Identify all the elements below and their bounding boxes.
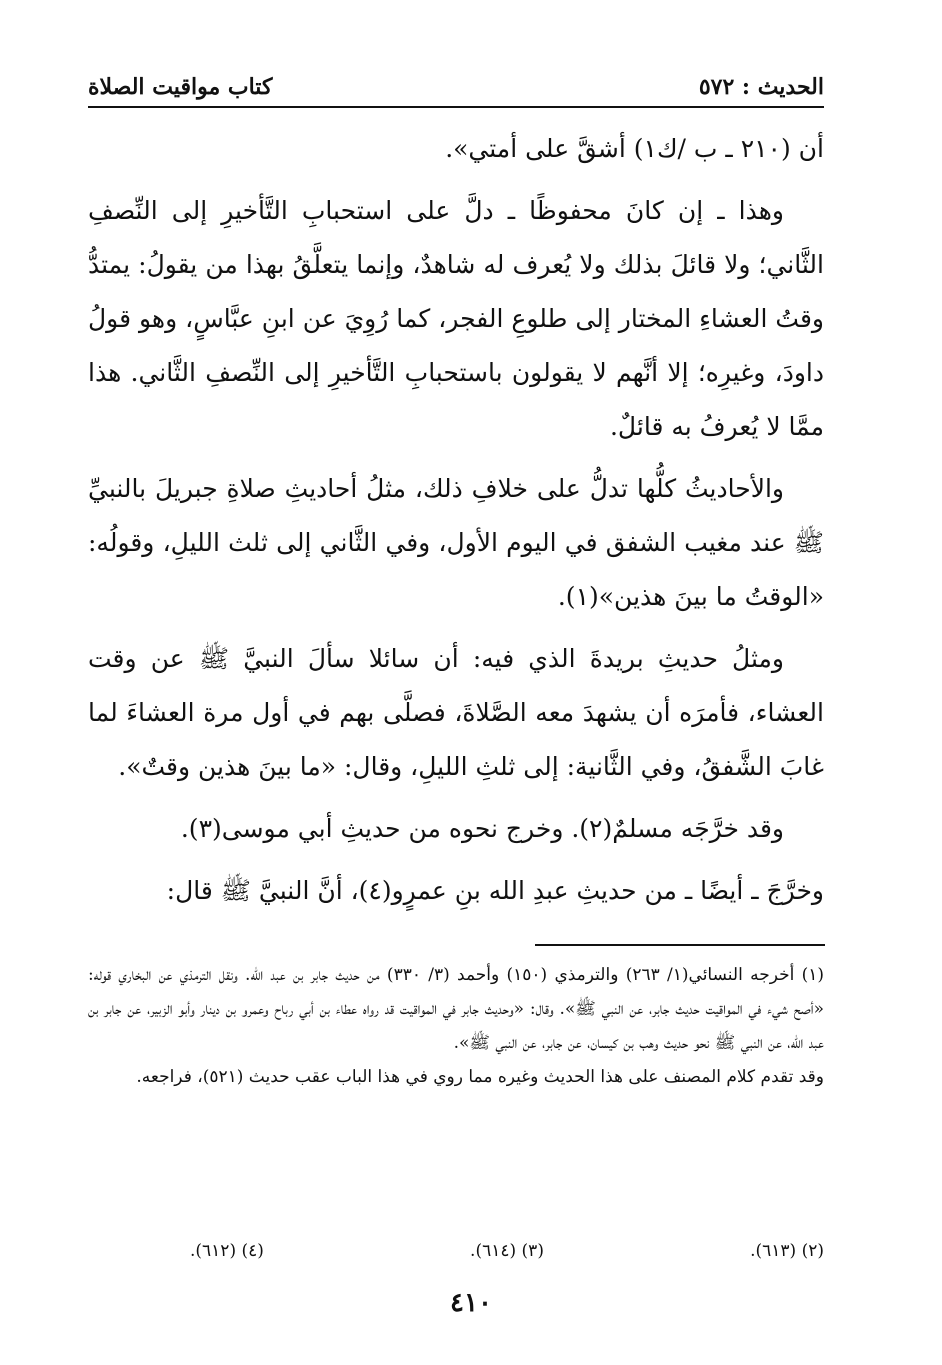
footnote-divider — [535, 944, 825, 946]
footnote-ref: (٤) (٦١٢). — [190, 1241, 264, 1261]
paragraph: وقد خرَّجَه مسلمٌ(٢). وخرج نحوه من حديثِ أبي موسى(٣). — [180, 814, 784, 843]
footnote-ref: (٣) (٦١٤). — [470, 1241, 544, 1261]
page-number: ٤١٠ — [450, 1288, 492, 1318]
book-title: كتاب مواقيت الصلاة — [88, 74, 273, 100]
hadith-number: الحديث : ٥٧٢ — [698, 74, 824, 100]
footnote-references — [190, 1236, 824, 1266]
paragraph: والأحاديثُ كلُّها تدلُّ على خلافِ ذلك، مثلُ أحاديثِ صلاةِ جبريلَ بالنبيِّ ﷺ عند مغيب الشفق في اليوم الأول، وفي الثَّاني إلى ثلث الليلِ، وقولُه: «الوقتُ ما بينَ هذين»(١). — [88, 474, 824, 611]
paragraph: وخرَّجَ ـ أيضًا ـ من حديثِ عبدِ الله بنِ عمرٍو(٤)، أنَّ النبيَّ ﷺ قال: — [166, 876, 824, 905]
footnotes — [88, 958, 824, 1094]
main-text — [88, 122, 824, 926]
footnote-ref: (٢) (٦١٣). — [750, 1241, 824, 1261]
paragraph: ومثلُ حديثِ بريدةَ الذي فيه: أن سائلا سألَ النبيَّ ﷺ عن وقت العشاء، فأمرَه أن يشهدَ معه الصَّلاةَ، فصلَّى بهم في أول مرة العشاءَ لما غابَ الشَّفقُ، وفي الثَّانية: إلى ثلثِ الليلِ، وقال: «ما بينَ هذين وقتٌ». — [88, 644, 824, 781]
running-header — [88, 70, 824, 108]
paragraph: أن (٢١٠ ـ ب /ك١) أشقَّ على أمتي». — [445, 134, 824, 163]
footnote: (١) أخرجه النسائي(١/ ٢٦٣) والترمذي (١٥٠) وأحمد (٣/ ٣٣٠) من حديث جابر بن عبد الله. ونقل الترمذي عن البخاري قوله: «أصح شيء في المواقيت حديث جابر، عن النبي ﷺ». وقال: «وحديث جابر في المواقيت قد رواه عطاء بن أبي رباح وعمرو بن دينار وأبو الزبير، عن جابر بن عبد الله، عن النبي ﷺ نحو حديث وهب بن كيسان، عن جابر، عن النبي ﷺ». — [88, 965, 825, 1053]
paragraph: وهذا ـ إن كانَ محفوظًا ـ دلَّ على استحبابِ التَّأخيرِ إلى النِّصفِ الثَّاني؛ ولا قائلَ بذلك ولا يُعرف له شاهدٌ، وإنما يتعلَّقُ بهذا من يقولُ: يمتدُّ وقتُ العشاءِ المختار إلى طلوعِ الفجر، كما رُوِيَ عن ابنِ عبَّاسٍ، وهو قولُ داودَ، وغيرِه؛ إلا أنَّهم لا يقولون باستحبابِ التَّأخيرِ إلى النِّصفِ الثَّاني. هذا ممَّا لا يُعرفُ به قائلٌ. — [88, 196, 824, 441]
footnote: وقد تقدم كلام المصنف على هذا الحديث وغيره مما روي في هذا الباب عقب حديث (٥٢١)، فراجعه. — [136, 1067, 824, 1087]
